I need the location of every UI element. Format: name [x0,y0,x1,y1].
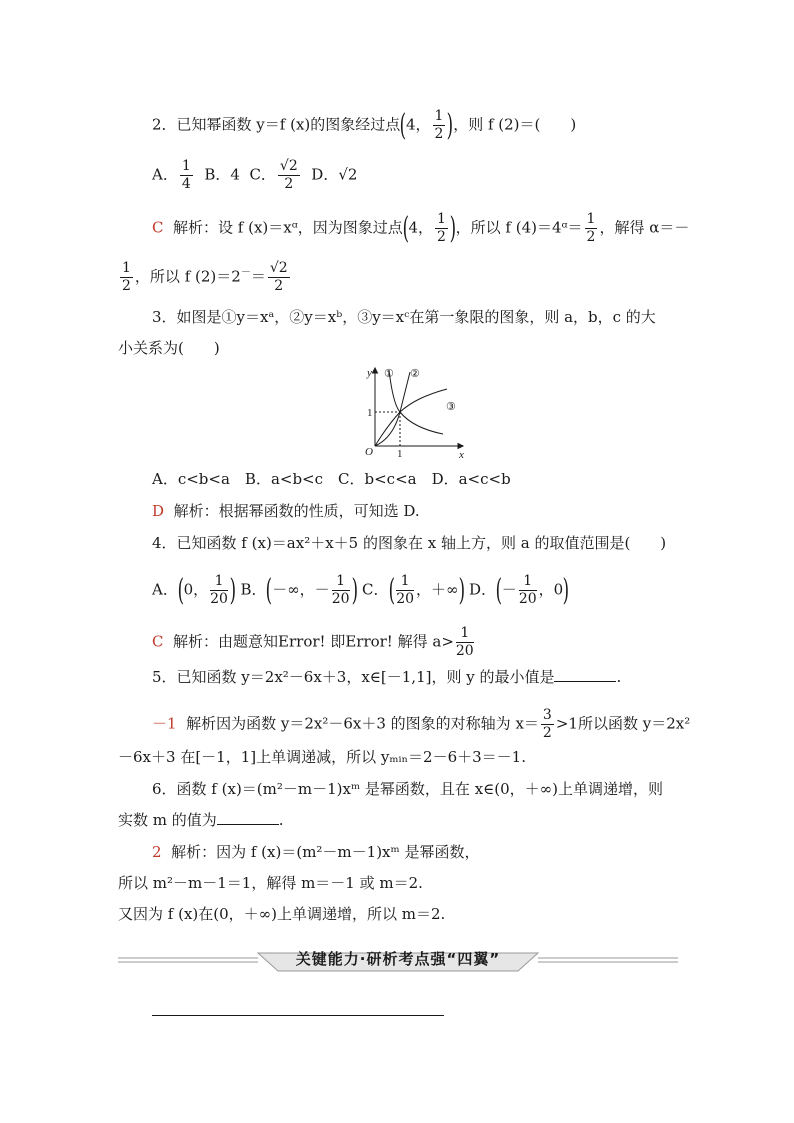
q3-stem-line2: 小关系为( ) [118,339,220,357]
curve-3 [375,389,447,446]
footer-rule [152,1015,444,1016]
q5-answer: －1 [152,714,177,733]
section-banner [118,945,678,975]
q2-solution: C 解析：设 f (x)＝xᵅ，因为图象过点(4， $\frac{1}{2}$ )，所以 f (4)＝4ᵅ＝ $\frac{1}{2}$ ，解得 α＝－ [152,210,690,246]
graph-label-curve3: ③ [446,401,456,413]
q4-answer: C [152,632,164,651]
q3-stem-line1: 3．如图是①y＝xᵃ，②y＝xᵇ，③y＝xᶜ在第一象限的图象，则 a，b，c 的大 [152,308,656,326]
q3-power-function-graph [355,362,467,458]
graph-tick-y: 1 [367,407,373,419]
q3-answer: D [152,502,165,520]
q6-solution-line3: 又因为 f (x)在(0，＋∞)上单调递增，所以 m＝2. [118,905,446,923]
q2-options: A． $\frac{1}{4}$ B．4 C． $\frac{√2}{2}$ D．√2 [152,158,358,192]
q3-options: A．c<b<a B．a<b<c C．b<c<a D．a<c<b [152,470,511,488]
q2-opt-d: D．√2 [311,165,358,184]
q2-solution-line2: $\frac{1}{2}$ ，所以 f (2)＝2－＝ $\frac{√2}{2}$ [122,260,288,294]
q2-point-fraction: $\frac{1}{2}$ [434,108,444,142]
graph-y-label: y [367,367,372,379]
q2-opt-b: B．4 [204,165,240,184]
q2-opt-c-fraction: $\frac{√2}{2}$ [279,158,298,192]
q4-options: A．(0， $\frac{1}{20}$ ) B．(－∞，－ $\frac{1}{20}$ ) C．( $\frac{1}{20}$ ，＋∞) D．(－ $\frac{1}{20}$ ，0) [152,572,570,608]
graph-label-curve1: ① [384,368,394,380]
q6-answer: 2 [152,843,162,861]
q5-answer-blank [554,667,616,682]
graph-tick-x: 1 [397,448,403,458]
q5-solution: －1 解析因为函数 y＝2x²－6x＋3 的图象的对称轴为 x＝ $\frac{3}{2}$ >1所以函数 y＝2x² [152,707,691,741]
q2-point-x: 4， [406,115,431,134]
q2-stem-text: 2．已知幂函数 y＝f (x)的图象经过点 [152,115,401,134]
section-banner-title: 关键能力·研析考点强“四翼” [295,950,501,968]
q2-stem: 2．已知幂函数 y＝f (x)的图象经过点(4， $\frac{1}{2}$ )，则 f (2)＝( ) [152,107,577,143]
q5-stem: 5．已知函数 y＝2x²－6x＋3，x∈[－1,1]，则 y 的最小值是 . [152,668,622,686]
graph-x-label: x [459,449,464,458]
q2-answer: C [152,218,164,237]
q3-solution: D 解析：根据幂函数的性质，可知选 D. [152,502,420,520]
q6-solution-line2: 所以 m²－m－1＝1，解得 m＝－1 或 m＝2. [118,874,423,892]
q6-answer-blank [217,810,279,825]
q6-stem-line2: 实数 m 的值为 . [118,811,284,829]
q4-stem: 4．已知函数 f (x)＝ax²＋x＋5 的图象在 x 轴上方，则 a 的取值范围是( ) [152,534,667,552]
q5-solution-line2: －6x＋3 在[－1，1]上单调递减，所以 yₘᵢₙ＝2－6＋3＝－1. [118,748,526,766]
graph-origin: O [365,446,373,458]
q6-solution-line1: 2 解析：因为 f (x)＝(m²－m－1)xᵐ 是幂函数， [152,843,480,861]
q2-opt-a-fraction: $\frac{1}{4}$ [181,158,191,192]
graph-label-curve2: ② [410,368,420,380]
q6-stem-line1: 6．函数 f (x)＝(m²－m－1)xᵐ 是幂函数，且在 x∈(0，＋∞)上单调递增，则 [152,780,664,798]
q2-stem-tail: ，则 f (2)＝( ) [453,115,577,134]
q4-solution: C 解析：由题意知Error! 即Error! 解得 a> $\frac{1}{20}$ [152,625,474,659]
curve-2 [375,372,410,446]
